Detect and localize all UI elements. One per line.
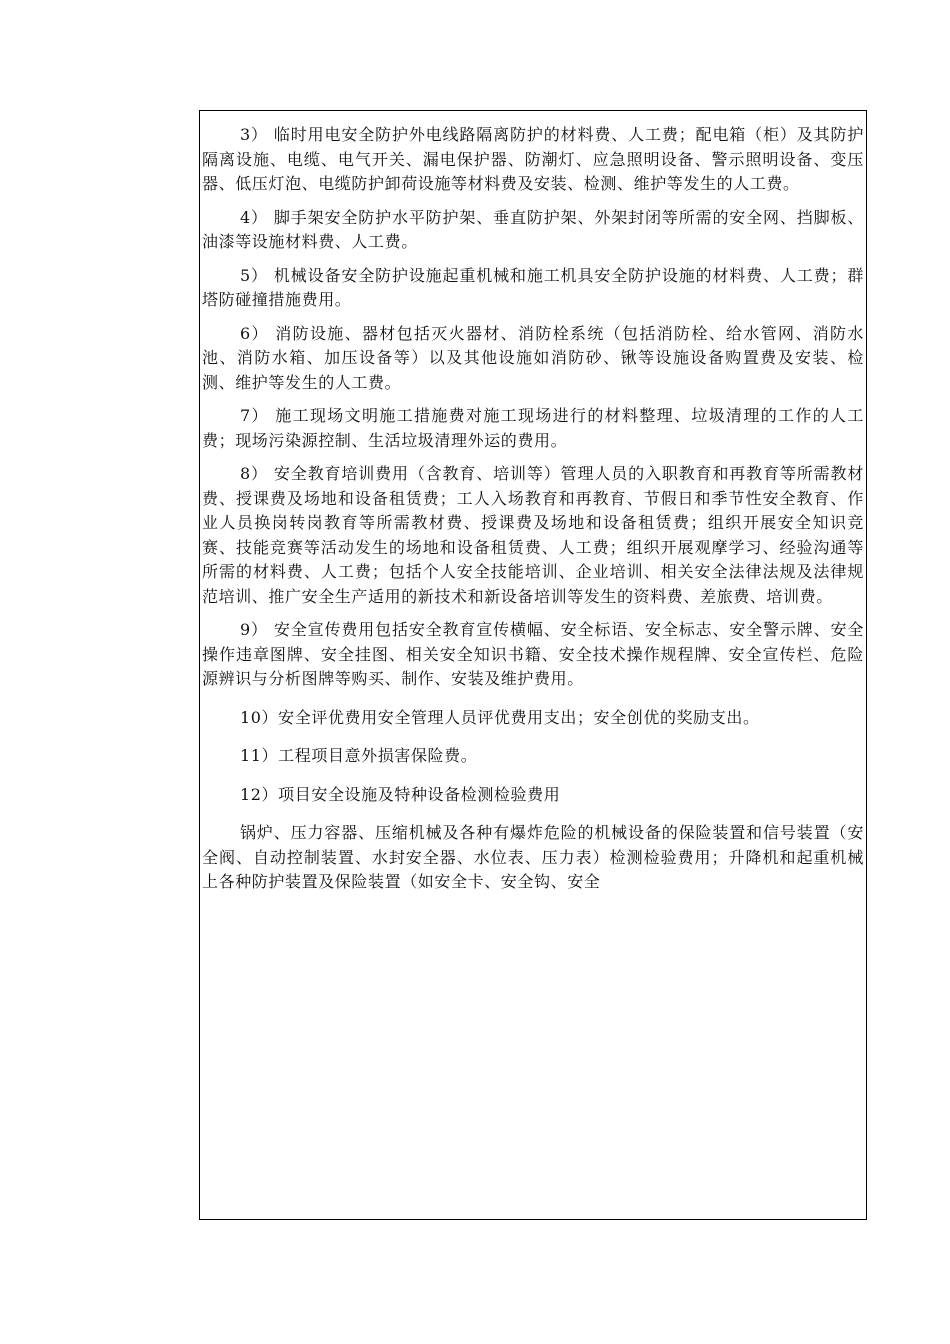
document-body — [200, 111, 866, 895]
paragraph-7: 7） 施工现场文明施工措施费对施工现场进行的材料整理、垃圾清理的工作的人工费；现场污染源控制、生活垃圾清理外运的费用。 — [202, 406, 864, 450]
paragraph-12-detail: 锅炉、压力容器、压缩机械及各种有爆炸危险的机械设备的保险装置和信号装置（安全阀、自动控制装置、水封安全器、水位表、压力表）检测检验费用；升降机和起重机械上各种防护装置及保险装置（如安全卡、安全钩、安全 — [202, 823, 864, 891]
paragraph-4: 4） 脚手架安全防护水平防护架、垂直防护架、外架封闭等所需的安全网、挡脚板、油漆等设施材料费、人工费。 — [202, 207, 864, 251]
paragraph-9: 9） 安全宣传费用包括安全教育宣传横幅、安全标语、安全标志、安全警示牌、安全操作违章图牌、安全挂图、相关安全知识书籍、安全技术操作规程牌、安全宣传栏、危险源辨识与分析图牌等购买、制作、安装及维护费用。 — [202, 620, 864, 688]
document-frame — [199, 110, 867, 1220]
paragraph-11: 11）工程项目意外损害保险费。 — [240, 746, 478, 765]
paragraph-6: 6） 消防设施、器材包括灭火器材、消防栓系统（包括消防栓、给水管网、消防水池、消防水箱、加压设备等）以及其他设施如消防砂、锹等设施设备购置费及安装、检测、维护等发生的人工费。 — [202, 323, 864, 392]
paragraph-12: 12）项目安全设施及特种设备检测检验费用 — [240, 784, 561, 804]
paragraph-8: 8） 安全教育培训费用（含教育、培训等）管理人员的入职教育和再教育等所需教材费、授课费及场地和设备租赁费；工人入场教育和再教育、节假日和季节性安全教育、作业人员换岗转岗教育等所需教材费、授课费及场地和设备租赁费；组织开展安全知识竞赛、技能竞赛等活动发生的场地和设备租赁费、人工费；组织开展观摩学习、经验沟通等所需的材料费、人工费；包括个人安全技能培训、企业培训、相关安全法律法规及法律规范培训、推广安全生产适用的新技术和新设备培训等发生的资料费、差旅费、培训费。 — [202, 464, 864, 606]
paragraph-10: 10）安全评优费用安全管理人员评优费用支出；安全创优的奖励支出。 — [240, 707, 760, 727]
paragraph-3: 3） 临时用电安全防护外电线路隔离防护的材料费、人工费；配电箱（柜）及其防护隔离设施、电缆、电气开关、漏电保护器、防潮灯、应急照明设备、警示照明设备、变压器、低压灯泡、电缆防护卸荷设施等材料费及安装、检测、维护等发生的人工费。 — [202, 125, 864, 193]
paragraph-5: 5） 机械设备安全防护设施起重机械和施工机具安全防护设施的材料费、人工费；群塔防碰撞措施费用。 — [202, 265, 864, 309]
